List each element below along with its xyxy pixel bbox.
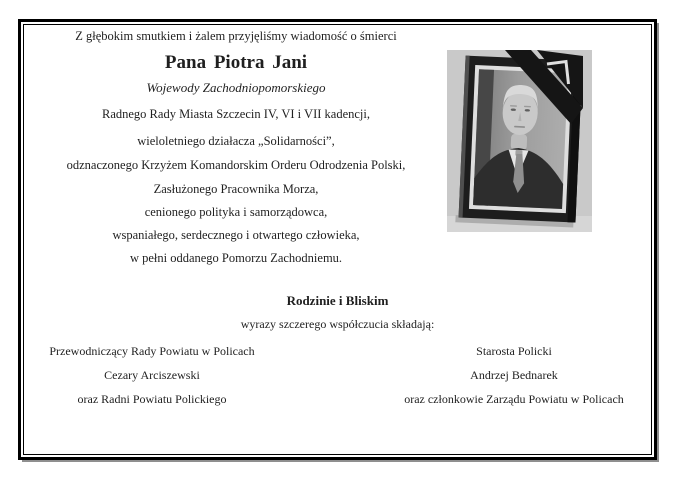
tribute-line: odznaczonego Krzyżem Komandorskim Orderu Odrodzenia Polski,: [66, 158, 406, 172]
memorial-text-block: [22, 0, 450, 290]
tribute-line: wieloletniego działacza „Solidarności”,: [137, 134, 335, 148]
signatory-name: Cezary Arciszewski: [104, 368, 200, 382]
deceased-title: Wojewody Zachodniopomorskiego: [146, 80, 326, 95]
tribute-line: Radnego Rady Miasta Szczecin IV, VI i VII kadencji,: [102, 107, 370, 121]
tribute-line: wspaniałego, serdecznego i otwartego człowieka,: [112, 228, 360, 242]
signatory-role: Starosta Policki: [476, 344, 552, 358]
portrait-photo: [447, 50, 592, 232]
signatory-group: oraz członkowie Zarządu Powiatu w Policach: [404, 392, 624, 406]
signatory-name: Andrzej Bednarek: [470, 368, 558, 382]
dedication-heading: Rodzinie i Bliskim: [286, 293, 389, 308]
signatory-group: oraz Radni Powiatu Polickiego: [77, 392, 227, 406]
portrait-photo-graphic: [447, 50, 592, 232]
tribute-line: w pełni oddanego Pomorzu Zachodniemu.: [129, 251, 343, 265]
deceased-name: Pana Piotra Jani: [164, 52, 308, 73]
signatories-right-column: [368, 344, 660, 416]
dedication-line: wyrazy szczerego współczucia składają:: [240, 317, 435, 331]
intro-line: Z głębokim smutkiem i żalem przyjęliśmy wiadomość o śmierci: [75, 29, 397, 43]
tribute-line: cenionego polityka i samorządowca,: [144, 205, 328, 219]
signatories-left-column: [22, 344, 282, 416]
signatory-role: Przewodniczący Rady Powiatu w Policach: [49, 344, 255, 358]
tribute-line: Zasłużonego Pracownika Morza,: [153, 182, 319, 196]
